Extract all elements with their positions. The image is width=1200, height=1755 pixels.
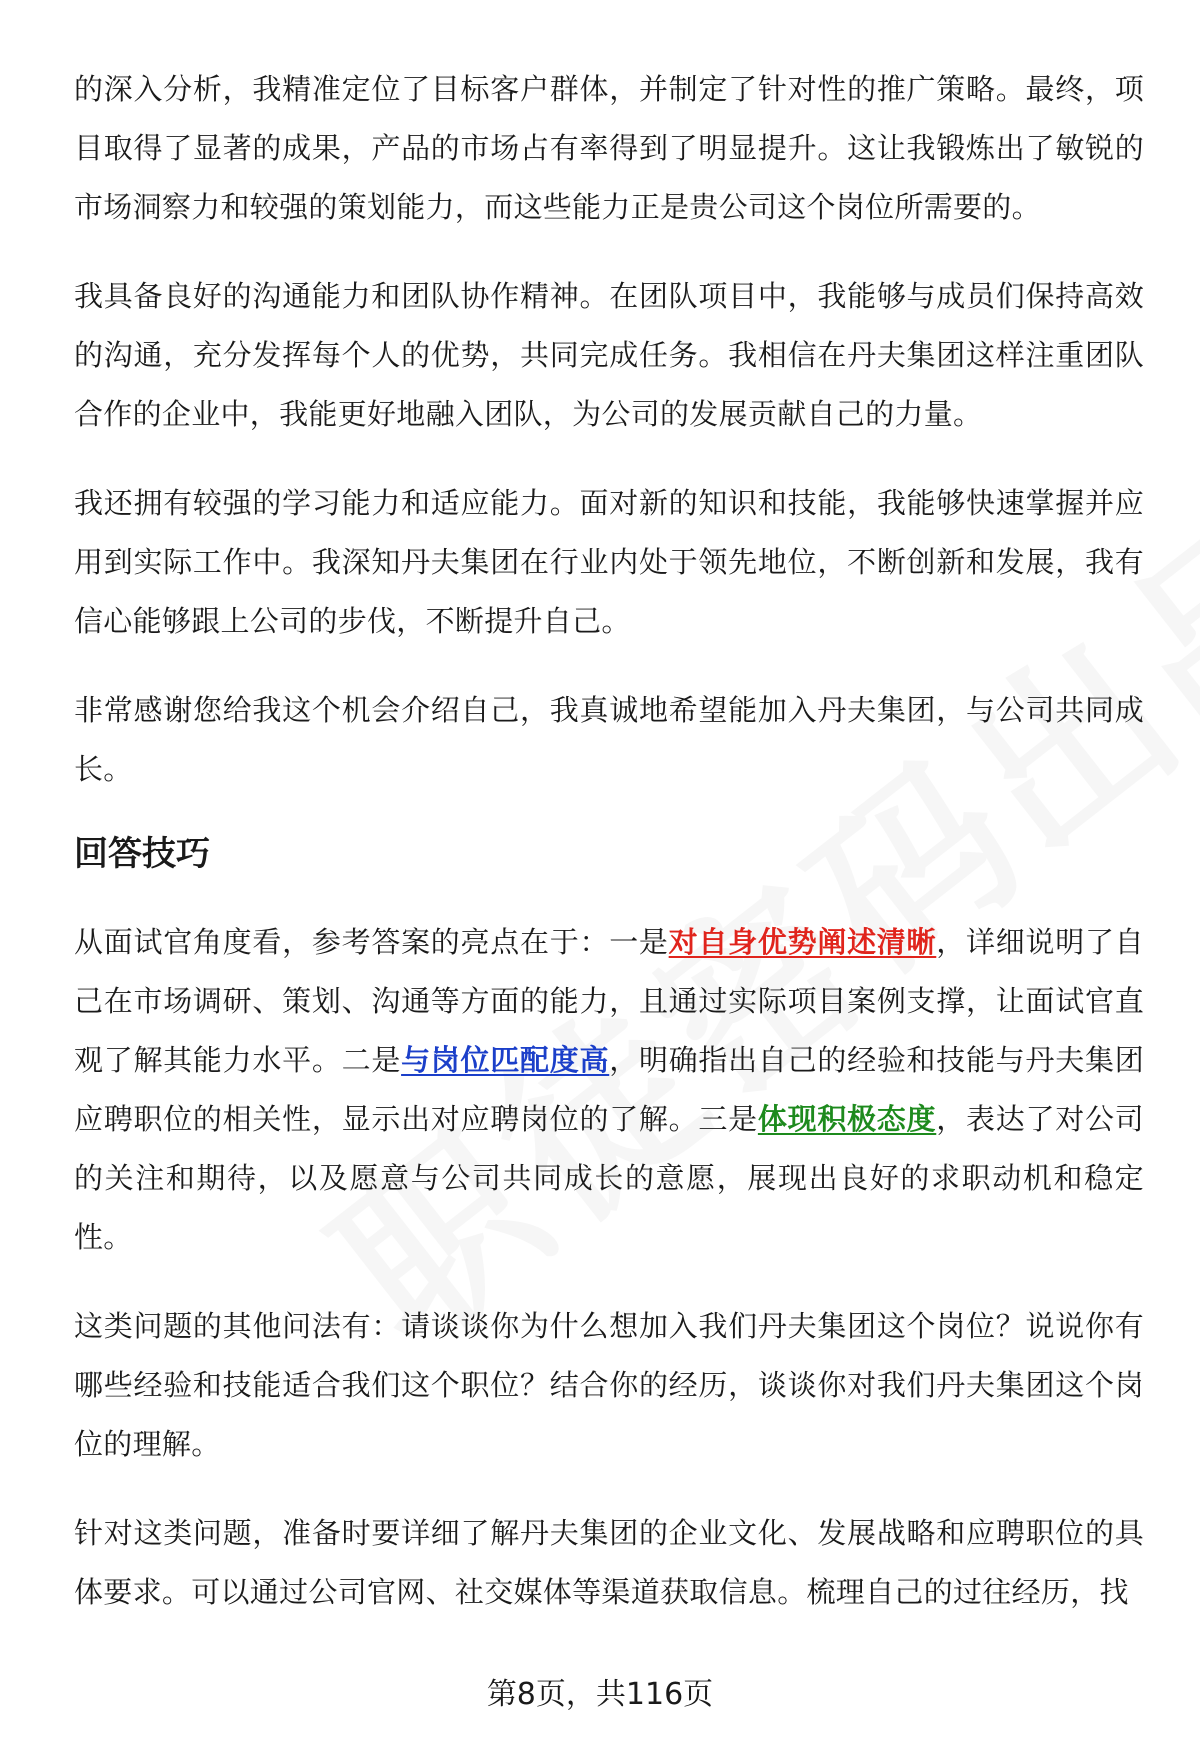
tips-text: ，详细说明了自己在市场调研、策划、沟通等方面的能力，且通过实际项目案例支撑，让面试官直观了解其能力水平。二是 [74, 925, 1144, 1077]
tips-text: ，明确指出自己的经验和技能与丹夫集团应聘职位的相关性，显示出对应聘岗位的了解。三是 [74, 1043, 1144, 1136]
body-paragraph: 针对这类问题，准备时要详细了解丹夫集团的企业文化、发展战略和应聘职位的具体要求。可以通过公司官网、社交媒体等渠道获取信息。梳理自己的过往经历，找 [74, 1516, 1144, 1609]
page-number: 第8页，共116页 [486, 1677, 714, 1712]
tips-paragraph [74, 913, 1144, 1267]
tips-text: 从面试官角度看，参考答案的亮点在于：一是 [74, 925, 669, 959]
body-paragraph: 这类问题的其他问法有：请谈谈你为什么想加入我们丹夫集团这个岗位？说说你有哪些经验和技能适合我们这个职位？结合你的经历，谈谈你对我们丹夫集团这个岗位的理解。 [74, 1309, 1144, 1461]
highlight-clear-strengths: 对自身优势阐述清晰 [668, 925, 937, 959]
body-paragraph: 我还拥有较强的学习能力和适应能力。面对新的知识和技能，我能够快速掌握并应用到实际工作中。我深知丹夫集团在行业内处于领先地位，不断创新和发展，我有信心能够跟上公司的步伐，不断提升自己。 [74, 486, 1144, 638]
highlight-positive-attitude: 体现积极态度 [757, 1102, 937, 1136]
body-paragraph: 的深入分析，我精准定位了目标客户群体，并制定了针对性的推广策略。最终，项目取得了显著的成果，产品的市场占有率得到了明显提升。这让我锻炼出了敏锐的市场洞察力和较强的策划能力，而这些能力正是贵公司这个岗位所需要的。 [74, 72, 1144, 224]
section-heading: 回答技巧 [74, 834, 210, 874]
body-paragraph: 非常感谢您给我这个机会介绍自己，我真诚地希望能加入丹夫集团，与公司共同成长。 [74, 693, 1144, 786]
tips-text: ，表达了对公司的关注和期待，以及愿意与公司共同成长的意愿，展现出良好的求职动机和稳定性。 [74, 1102, 1144, 1254]
highlight-job-match: 与岗位匹配度高 [401, 1043, 610, 1077]
document-body [74, 60, 1144, 1652]
body-paragraph: 我具备良好的沟通能力和团队协作精神。在团队项目中，我能够与成员们保持高效的沟通，充分发挥每个人的优势，共同完成任务。我相信在丹夫集团这样注重团队合作的企业中，我能更好地融入团队，为公司的发展贡献自己的力量。 [74, 279, 1144, 431]
